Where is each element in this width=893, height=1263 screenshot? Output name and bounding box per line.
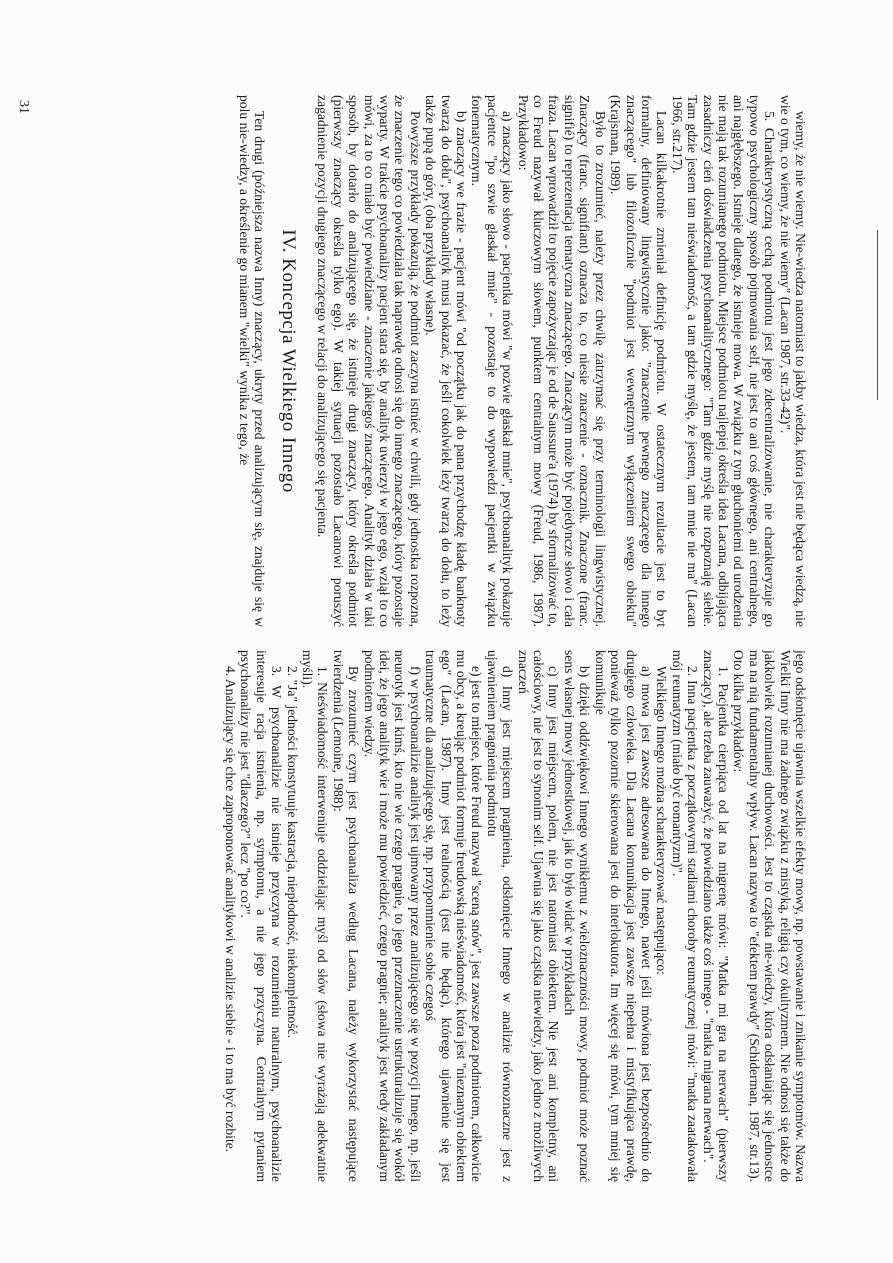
page-number: 31 (16, 100, 31, 114)
paragraph: 1. Nieświadomość interweniuje oddzielając myśl od słów (słowa nie wyrażają adekwatnie myśli). (300, 650, 331, 1182)
paragraph: 1. Pacjentka cierpiąca od lat na migrenę mówi: "Matka mi gra na nerwach" (pierwszy znaczący), ale trzeba zauważyć, że powiedziano także coś innego - "matka migrana nerwach". (700, 650, 731, 1182)
paragraph: wiemy, że nie wiemy. Nie-wiedza natomiast to jakby wiedza, która jest nie będąca wiedzą, nie wie o tym, co wiemy, że nie wiemy" (Lacan 1987, str.33-42)". (777, 95, 808, 627)
section-heading: IV. Koncepcja Wielkiego Innego (278, 229, 299, 493)
paragraph: Było to zrozumieć, należy przez chwilę zatrzymać się przy terminologii lingwistycznej. Znaczący (franc. signifiant) oznacza to, co niesie znaczenie - oznacznik. Znaczone (franc. signifié) to reprezentacja tematyczna znaczącego. Znaczącym może być pojedyncze słowo i cała fraza. Lacan wprowadził to pojęcie zapożyczając je od de Saussure'a (1974) by sformalizować to, co Freud nazywał kluczowym słowem, punktem centralnym mowy (Freud, 1986, 1987). Przykładowo: (515, 95, 608, 627)
paragraph: Ten drugi (późniejsza nazwa Inny) znaczący, ukryty przed analizującym się, znajduje się w polu nie-wiedzy, a określenie go mianem "wielki" wynika z tego, że (236, 95, 267, 627)
right-column (68, 650, 808, 1182)
paragraph: d) Inny jest miejscem pragnienia, odsłonięcie Innego w analizie równoznaczne jest z ujawnieniem pragnienia podmiotu (484, 650, 516, 1182)
paragraph: 4. Analizujący się chce zaproponować analitykowi w analizie siebie - i to ma być rozbite. (222, 666, 238, 1153)
paragraph: e) jest to miejsce, które Freud nazywał "sceną snów", jest zawsze poza podmiotem, całkowicie mu obcy, a kreując podmiot formuje freudowską nieświadomość, która jest "nieznanym obiektem ego" (Lacan, 1987). Inny jest realnością (jest nie będąc), którego ujawnienie się jest traumatyczne dla analizującego się, np. przypomnienie sobie czegoś (423, 650, 485, 1182)
paragraph: By zrozumieć czym jest psychoanaliza według Lacana, należy wykorzystać następujące twierdzenia (Lemoine, 1988): (330, 650, 362, 1182)
paragraph: 2. Inna pacjentka z początkowymi stadiami choroby reumatycznej mówi: "matka zaatakowała mój reumatyzm (miało być romantyzm)". (669, 650, 701, 1182)
paragraph: a) znaczący jako słowo - pacjentka mówi "w pozwie głaskał mnie", psychoanalityk pokazuje pacjentce "po szwie głaskał mnie" - pozostaje to do wypowiedzi pacjentki w związku fonematycznym. (469, 95, 516, 627)
paragraph: f) w psychoanalizie analityk jest ujmowany przez analizującego się w pozycji Innego, np. jeśli neurotyk jest kimś, kto nie wie czego pragnie, to jego przeznaczenie ustrukturalizuje się wokół idei, że jego analityk wie i może mu powiedzieć, czego pragnie; analityk jest wtedy zakładanym podmiotem wiedzy. (361, 650, 423, 1182)
paragraph: 2. "Ja" jedności konstytuuje kastracja, niepłodność, niekompletność. (284, 666, 300, 1039)
footnote-rule (877, 230, 878, 400)
paragraph: jego odsłonięcie ujawnia wszelkie efekty mowy, np. powstawanie i znikanie symptomów. Nazwa Wielki Inny nie ma żadnego związku z mistyką, religią czy okultyzmem. Nie odnosi się także do jakkolwiek rozumianej duchowości. Jest to cząstka nie-wiedzy, która odsłaniając się jednostce ma na nią fundamentalny wpływ. Lacan nazywa to "efektem prawdy" (Schiderman, 1987, str.13). Oto kilka przykładów: (731, 650, 808, 1182)
paragraph: Powyższe przykłady pokazują, że podmiot zaczyna istnieć w chwili, gdy jednostka rozpozna, że znaczenie tego co powiedziała tak naprawdę odnosi się do innego znaczącego, który pozostaje wyparty. W trakcie psychoanalizy pacjent stara się, by analityk uwierzył w jego ego, wziął to co mówi, za to co miało być powiedziane - znaczenie jakiegoś znaczącego. Analityk działa w taki sposób, by dotarło do analizującego się, że istnieje drugi znaczący, który określa podmiot (pierwszy znaczący określa tylko ego). W takiej sytuacji pozostało Lacanowi poruszyć zagadnienie pozycji drugiego znaczącego w relacji do analizującego się pacjenta. (315, 95, 423, 627)
paragraph: Lacan kilkakrotnie zmieniał definicję podmiotu. W ostatecznym rezultacie jest to byt formalny, definiowany lingwistycznie jako: "znaczenie pewnego znaczącego dla innego znaczącego" lub filozoficznie "podmiot jest wewnętrznym wyłączeniem swego obiektu" (Krajsman, 1989). (608, 95, 670, 627)
paragraph: c) Inny jest miejscem, polem, nie jest natomiast obiektem. Nie jest ani kompletny, ani całościowy, nie jest to synonim self. Ujawnia się jako cząstka niewiedzy, jako jedno z możliwych znaczeń (515, 650, 562, 1182)
paragraph: 5. Charakterystyczną cechą podmiotu jest jego zdecentralizowanie, nie charakteryzuje go typowo psychologiczny sposób pojmowania self, nie jest to ani coś głównego, ani centralnego, ani najgłębszego. Istnieje dlatego, że istnieje mowa. W związku z tym głuchoniemi od urodzenia nie mają tak rozumianego podmiotu. Miejsce podmiotu najlepiej określa idea Lacana, odbijająca zasadniczy cień doświadczenia psychoanalitycznego: "Tam gdzie myślę nie rozpoznaję siebie. Tam gdzie jestem tam nieświadomość, a tam gdzie myślę, że jestem, tam mnie nie ma" (Lacan 1966, str.217). (669, 95, 778, 627)
paragraph: Wielkiego Innego można scharakteryzować następująco: (654, 666, 670, 975)
paragraph: b) znaczący we frazie - pacjent mówi "od początku jak do pana przychodzę kładę banknoty twarzą do dołu", psychoanalityk musi pokazać, że jeśli cokolwiek leży twarzą do dołu, to leży także pupą do góry, (oba przykłady własne). (423, 95, 470, 627)
paragraph: a) mowa jest zawsze adresowana do Innego, nawet jeśli mówiona jest bezpośrednio do drugiego człowieka. Dla Lacana komunikacja jest zawsze niepełna i mistyfikująca prawdę, ponieważ tylko pozornie skierowana jest do interlokutora. Im więcej się mówi, tym mniej się komunikuje (592, 650, 654, 1182)
paragraph: b) dzięki oddźwiękowi Innego wynikłemu z wieloznaczności mowy, podmiot może poznać sens własnej mowy jednostkowej, jak to było widać w przykładach (561, 650, 593, 1182)
paragraph: 3. W psychoanalizie nie istnieje przyczyna w rozumieniu naturalnym, psychoanalizie interesuje racja istnienia, np. symptomu, a nie jego przyczyna. Centralnym pytaniem psychoanalizy nie jest "dlaczego?" lecz "po co?". (238, 650, 285, 1182)
left-column (68, 95, 808, 627)
